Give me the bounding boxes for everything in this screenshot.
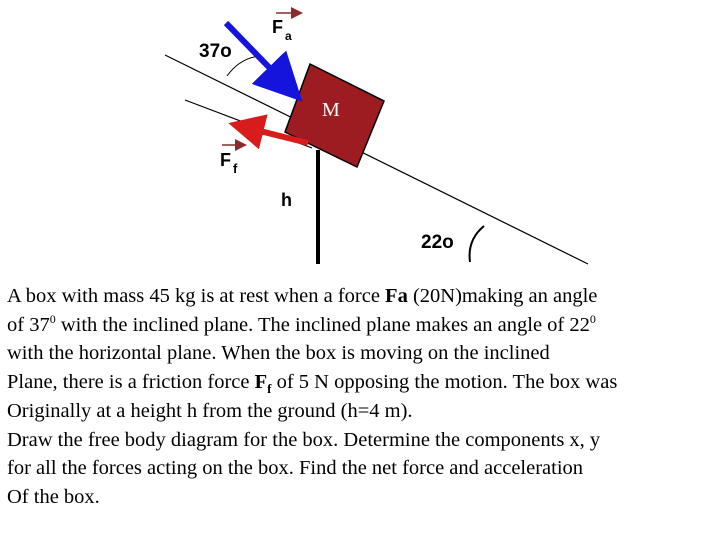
problem-line-4: Plane, there is a friction force $F_f$ of 5 N opposing the motion. The box was <box>7 371 618 397</box>
applied-angle-label: 37o <box>199 41 232 62</box>
problem-line-5: Originally at a height h from the ground (h=4 m). <box>7 399 413 422</box>
incline-angle-label: 22o <box>421 232 454 253</box>
box-label: M <box>322 99 340 121</box>
height-label: h <box>281 190 292 210</box>
fa-label: F $_a$ <box>272 17 292 43</box>
applied-force-arrow <box>226 23 294 93</box>
problem-line-8: Of the box. <box>7 485 100 508</box>
problem-statement <box>7 282 719 512</box>
problem-line-2: of $37^0$ with the inclined plane. The inclined plane makes an angle of $22^0$ <box>7 311 596 336</box>
ff-label: F $_f$ <box>220 150 238 176</box>
problem-line-6: Draw the free body diagram for the box. Determine the components x, y <box>7 428 601 451</box>
applied-angle-arc <box>227 56 260 76</box>
problem-line-7: for all the forces acting on the box. Find the net force and acceleration <box>7 457 584 480</box>
incline-angle-arc <box>470 226 484 262</box>
problem-line-3: with the horizontal plane. When the box is moving on the inclined <box>7 342 550 365</box>
box-m <box>285 64 384 167</box>
problem-line-1: A box with mass 45 kg is at rest when a force Fa (20N)making an angle <box>7 285 598 307</box>
